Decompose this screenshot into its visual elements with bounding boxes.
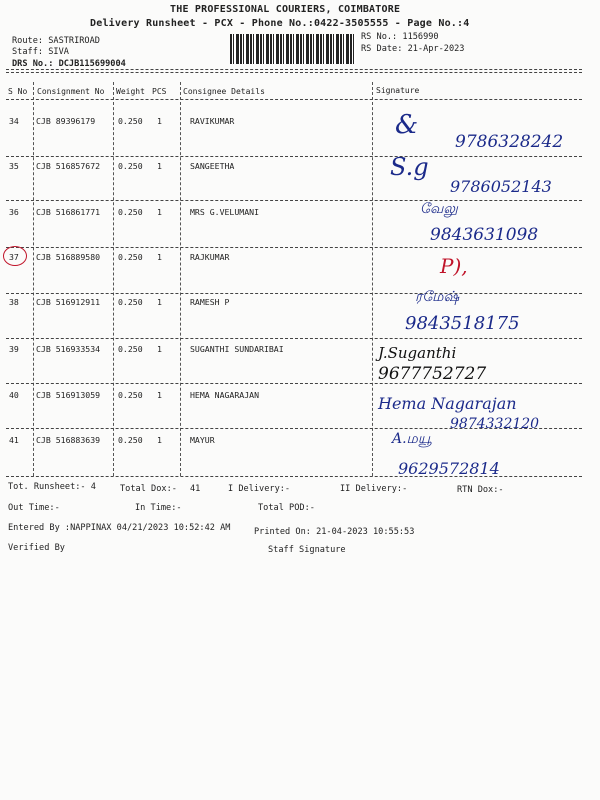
total-pod: Total POD:-	[258, 503, 315, 513]
handwritten-phone: 9786328242	[455, 132, 564, 152]
row-consignee: MAYUR	[190, 435, 215, 445]
col-consignment: Consignment No	[37, 87, 105, 96]
col-pcs: PCS	[152, 87, 167, 96]
total-dox-label: Total Dox:-	[120, 484, 177, 494]
entered-by: Entered By :NAPPINAX 04/21/2023 10:52:42 AM	[8, 523, 231, 533]
divider	[6, 69, 582, 70]
signature-mark: S.g	[390, 153, 429, 181]
signature-mark: வேலு	[420, 201, 458, 217]
handwritten-phone: 9629572814	[398, 459, 500, 478]
row-consignment: CJB 516857672	[36, 161, 101, 171]
row-consignment: CJB 516912911	[36, 297, 101, 307]
handwritten-phone: 9843631098	[430, 225, 539, 245]
signature-mark: J.Suganthi	[378, 344, 457, 362]
row-weight: 0.250	[118, 207, 143, 217]
divider	[6, 156, 582, 157]
divider	[6, 338, 582, 339]
divider	[6, 247, 582, 248]
row-pcs: 1	[157, 435, 162, 445]
row-weight: 0.250	[118, 116, 143, 126]
table-row	[0, 252, 600, 298]
out-time: Out Time:-	[8, 503, 60, 513]
col-consignee: Consignee Details	[183, 87, 265, 96]
table-row	[0, 289, 600, 343]
rtn-dox: RTN Dox:-	[457, 485, 504, 495]
signature-mark: Hema Nagarajan	[378, 394, 517, 413]
row-sno: 36	[9, 207, 19, 217]
rs-number: RS No.: 1156990	[361, 32, 439, 42]
route-label: Route: SASTRIROAD	[12, 36, 100, 46]
handwritten-phone: 9874332120	[450, 416, 540, 432]
in-time: In Time:-	[135, 503, 182, 513]
divider	[6, 99, 582, 100]
signature-mark: P),	[440, 254, 468, 278]
row-consignment: CJB 516861771	[36, 207, 101, 217]
handwritten-phone: 9843518175	[405, 313, 520, 334]
divider	[6, 200, 582, 201]
row-pcs: 1	[157, 344, 162, 354]
row-consignee: HEMA NAGARAJAN	[190, 390, 260, 400]
row-consignment: CJB 516913059	[36, 390, 101, 400]
row-weight: 0.250	[118, 161, 143, 171]
row-pcs: 1	[157, 207, 162, 217]
divider	[6, 383, 582, 384]
signature-mark: A.மயூ	[392, 431, 432, 447]
col-sno: S No	[8, 87, 28, 96]
row-pcs: 1	[157, 297, 162, 307]
row-consignee: RAVIKUMAR	[190, 116, 235, 126]
row-pcs: 1	[157, 252, 162, 262]
row-consignment: CJB 89396179	[36, 116, 96, 126]
row-consignment: CJB 516889580	[36, 252, 101, 262]
row-weight: 0.250	[118, 435, 143, 445]
handwritten-phone: 9786052143	[450, 177, 552, 196]
drs-number: DRS No.: DCJB115699004	[12, 59, 126, 69]
barcode	[230, 34, 356, 64]
verified-by: Verified By	[8, 543, 65, 553]
staff-signature: Staff Signature	[268, 545, 346, 555]
circle-mark	[3, 246, 27, 266]
row-consignment: CJB 516933534	[36, 344, 101, 354]
rs-date: RS Date: 21-Apr-2023	[361, 44, 465, 54]
row-sno: 34	[9, 116, 19, 126]
runsheet-title: Delivery Runsheet - PCX - Phone No.:0422-3505555 - Page No.:4	[90, 18, 470, 29]
row-sno: 37	[9, 252, 19, 262]
row-consignee: RAMESH P	[190, 297, 230, 307]
row-sno: 35	[9, 161, 19, 171]
row-consignee: SANGEETHA	[190, 161, 235, 171]
row-sno: 41	[9, 435, 19, 445]
col-weight: Weight	[116, 87, 145, 96]
tot-runsheet: Tot. Runsheet:- 4	[8, 482, 96, 492]
row-weight: 0.250	[118, 297, 143, 307]
table-row	[0, 431, 600, 481]
row-pcs: 1	[157, 116, 162, 126]
col-signature: Signature	[376, 86, 420, 95]
row-sno: 39	[9, 344, 19, 354]
company-title: THE PROFESSIONAL COURIERS, COIMBATORE	[170, 4, 401, 15]
row-weight: 0.250	[118, 252, 143, 262]
row-consignee: SUGANTHI SUNDARIBAI	[190, 344, 284, 354]
table-row	[0, 390, 600, 436]
divider	[6, 72, 582, 73]
row-consignee: MRS G.VELUMANI	[190, 207, 260, 217]
row-consignee: RAJKUMAR	[190, 252, 230, 262]
total-dox-value: 41	[190, 484, 201, 494]
staff-label: Staff: SIVA	[12, 47, 69, 57]
row-pcs: 1	[157, 390, 162, 400]
printed-on: Printed On: 21-04-2023 10:55:53	[254, 527, 415, 537]
divider	[6, 293, 582, 294]
row-sno: 38	[9, 297, 19, 307]
handwritten-phone: 9677752727	[378, 364, 487, 384]
signature-mark: &	[395, 110, 419, 140]
row-sno: 40	[9, 390, 19, 400]
i-delivery: I Delivery:-	[228, 484, 291, 494]
signature-mark: ரமேஷ்	[415, 289, 460, 305]
row-weight: 0.250	[118, 390, 143, 400]
row-consignment: CJB 516883639	[36, 435, 101, 445]
row-weight: 0.250	[118, 344, 143, 354]
ii-delivery: II Delivery:-	[340, 484, 408, 494]
divider	[6, 476, 582, 477]
row-pcs: 1	[157, 161, 162, 171]
divider	[6, 428, 582, 429]
